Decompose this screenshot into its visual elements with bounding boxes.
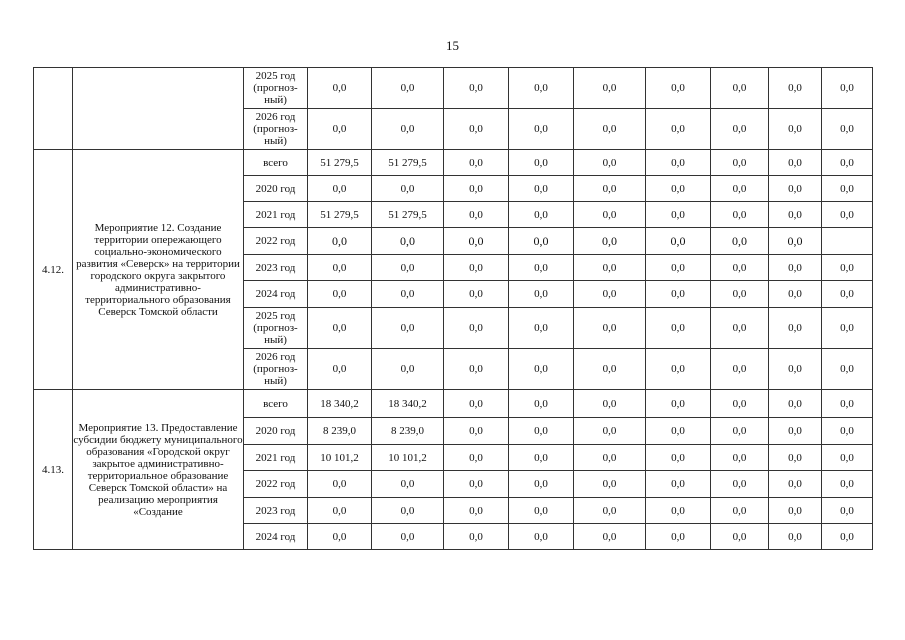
value-cell: 0,0 xyxy=(509,524,574,550)
value-cell: 0,0 xyxy=(769,202,822,228)
value-cell: 0,0 xyxy=(646,150,711,176)
value-cell: 0,0 xyxy=(308,498,372,524)
value-cell: 0,0 xyxy=(574,418,646,445)
value-cell: 0,0 xyxy=(711,349,769,390)
period-cell: 2023 год xyxy=(244,255,308,281)
value-cell: 0,0 xyxy=(444,308,509,349)
value-cell: 0,0 xyxy=(822,202,873,228)
value-cell: 0,0 xyxy=(822,524,873,550)
value-cell: 0,0 xyxy=(308,228,372,255)
value-cell: 0,0 xyxy=(646,308,711,349)
value-cell: 0,0 xyxy=(509,176,574,202)
value-cell: 0,0 xyxy=(444,255,509,281)
value-cell: 0,0 xyxy=(822,390,873,418)
value-cell: 0,0 xyxy=(444,109,509,150)
value-cell: 0,0 xyxy=(769,498,822,524)
value-cell: 0,0 xyxy=(509,281,574,308)
value-cell: 0,0 xyxy=(711,150,769,176)
value-cell: 0,0 xyxy=(444,390,509,418)
value-cell: 0,0 xyxy=(308,308,372,349)
value-cell: 0,0 xyxy=(574,524,646,550)
value-cell: 0,0 xyxy=(769,308,822,349)
value-cell: 0,0 xyxy=(574,390,646,418)
period-cell: 2024 год xyxy=(244,524,308,550)
value-cell: 8 239,0 xyxy=(308,418,372,445)
value-cell: 0,0 xyxy=(308,109,372,150)
value-cell: 0,0 xyxy=(822,418,873,445)
value-cell: 0,0 xyxy=(308,281,372,308)
item-number xyxy=(34,68,73,150)
value-cell: 0,0 xyxy=(372,471,444,498)
budget-table xyxy=(33,67,873,550)
value-cell: 0,0 xyxy=(372,524,444,550)
value-cell: 0,0 xyxy=(646,68,711,109)
value-cell: 0,0 xyxy=(769,109,822,150)
value-cell: 0,0 xyxy=(711,524,769,550)
value-cell: 0,0 xyxy=(574,281,646,308)
value-cell xyxy=(822,228,873,255)
value-cell: 0,0 xyxy=(444,418,509,445)
value-cell: 0,0 xyxy=(769,445,822,471)
value-cell: 0,0 xyxy=(822,471,873,498)
value-cell: 0,0 xyxy=(574,68,646,109)
value-cell: 0,0 xyxy=(711,109,769,150)
value-cell: 0,0 xyxy=(509,445,574,471)
period-cell: всего xyxy=(244,390,308,418)
table-row xyxy=(34,68,873,109)
value-cell: 0,0 xyxy=(711,255,769,281)
value-cell: 0,0 xyxy=(509,349,574,390)
value-cell: 0,0 xyxy=(574,498,646,524)
value-cell: 18 340,2 xyxy=(372,390,444,418)
value-cell: 0,0 xyxy=(444,150,509,176)
item-number: 4.12. xyxy=(34,150,73,390)
value-cell: 0,0 xyxy=(769,471,822,498)
value-cell: 0,0 xyxy=(769,349,822,390)
value-cell: 51 279,5 xyxy=(372,150,444,176)
value-cell: 0,0 xyxy=(822,68,873,109)
period-cell: всего xyxy=(244,150,308,176)
value-cell: 0,0 xyxy=(372,308,444,349)
value-cell: 0,0 xyxy=(711,176,769,202)
value-cell: 0,0 xyxy=(509,418,574,445)
value-cell: 0,0 xyxy=(646,390,711,418)
value-cell: 0,0 xyxy=(769,281,822,308)
value-cell: 0,0 xyxy=(711,498,769,524)
value-cell: 0,0 xyxy=(574,471,646,498)
value-cell: 0,0 xyxy=(574,150,646,176)
value-cell: 0,0 xyxy=(711,202,769,228)
value-cell: 51 279,5 xyxy=(308,202,372,228)
value-cell: 0,0 xyxy=(769,255,822,281)
page-number: 15 xyxy=(446,38,459,53)
value-cell: 0,0 xyxy=(646,524,711,550)
value-cell: 0,0 xyxy=(822,150,873,176)
value-cell: 0,0 xyxy=(822,109,873,150)
period-cell: 2025 год (прогноз- ный) xyxy=(244,308,308,349)
value-cell: 0,0 xyxy=(509,471,574,498)
value-cell: 0,0 xyxy=(769,418,822,445)
period-cell: 2020 год xyxy=(244,418,308,445)
period-cell: 2022 год xyxy=(244,471,308,498)
value-cell: 0,0 xyxy=(646,418,711,445)
item-number: 4.13. xyxy=(34,390,73,550)
item-description xyxy=(73,68,244,150)
value-cell: 0,0 xyxy=(646,471,711,498)
value-cell: 51 279,5 xyxy=(308,150,372,176)
value-cell: 0,0 xyxy=(646,109,711,150)
value-cell: 0,0 xyxy=(646,281,711,308)
value-cell: 51 279,5 xyxy=(372,202,444,228)
value-cell: 0,0 xyxy=(509,228,574,255)
value-cell: 0,0 xyxy=(711,471,769,498)
value-cell: 0,0 xyxy=(769,68,822,109)
value-cell: 0,0 xyxy=(509,255,574,281)
value-cell: 0,0 xyxy=(822,445,873,471)
value-cell: 0,0 xyxy=(509,390,574,418)
value-cell: 0,0 xyxy=(372,176,444,202)
value-cell: 0,0 xyxy=(574,228,646,255)
value-cell: 0,0 xyxy=(444,228,509,255)
value-cell: 0,0 xyxy=(574,202,646,228)
value-cell: 0,0 xyxy=(372,228,444,255)
value-cell: 0,0 xyxy=(711,418,769,445)
value-cell: 0,0 xyxy=(444,524,509,550)
value-cell: 0,0 xyxy=(372,68,444,109)
value-cell: 0,0 xyxy=(646,445,711,471)
value-cell: 0,0 xyxy=(308,68,372,109)
value-cell: 0,0 xyxy=(509,498,574,524)
value-cell: 0,0 xyxy=(444,445,509,471)
value-cell: 18 340,2 xyxy=(308,390,372,418)
period-cell: 2022 год xyxy=(244,228,308,255)
value-cell: 0,0 xyxy=(308,176,372,202)
value-cell: 0,0 xyxy=(444,176,509,202)
value-cell: 0,0 xyxy=(646,255,711,281)
value-cell: 0,0 xyxy=(711,390,769,418)
value-cell: 0,0 xyxy=(509,308,574,349)
value-cell: 0,0 xyxy=(574,109,646,150)
value-cell: 0,0 xyxy=(769,150,822,176)
value-cell: 0,0 xyxy=(769,390,822,418)
value-cell: 0,0 xyxy=(822,255,873,281)
period-cell: 2026 год (прогноз- ный) xyxy=(244,109,308,150)
value-cell: 0,0 xyxy=(308,524,372,550)
period-cell: 2023 год xyxy=(244,498,308,524)
value-cell: 0,0 xyxy=(646,202,711,228)
value-cell: 0,0 xyxy=(711,308,769,349)
value-cell: 0,0 xyxy=(822,498,873,524)
item-description: Мероприятие 13. Предоставление субсидии бюджету муниципального образования «Городской округ закрытое административно-территориальное образование Северск Томской области» на реализацию мероприятия «Создание xyxy=(73,390,244,550)
period-cell: 2026 год (прогноз- ный) xyxy=(244,349,308,390)
value-cell: 0,0 xyxy=(372,255,444,281)
value-cell: 0,0 xyxy=(372,498,444,524)
value-cell: 10 101,2 xyxy=(372,445,444,471)
value-cell: 8 239,0 xyxy=(372,418,444,445)
value-cell: 0,0 xyxy=(444,471,509,498)
value-cell: 0,0 xyxy=(308,255,372,281)
value-cell: 0,0 xyxy=(509,202,574,228)
value-cell: 0,0 xyxy=(711,228,769,255)
table-row xyxy=(34,390,873,418)
value-cell: 0,0 xyxy=(822,308,873,349)
value-cell: 0,0 xyxy=(372,349,444,390)
value-cell: 0,0 xyxy=(509,68,574,109)
value-cell: 0,0 xyxy=(308,349,372,390)
period-cell: 2021 год xyxy=(244,445,308,471)
value-cell: 0,0 xyxy=(646,176,711,202)
value-cell: 0,0 xyxy=(711,281,769,308)
value-cell: 0,0 xyxy=(646,228,711,255)
value-cell: 0,0 xyxy=(372,281,444,308)
value-cell: 0,0 xyxy=(769,176,822,202)
value-cell: 0,0 xyxy=(444,349,509,390)
table-row xyxy=(34,150,873,176)
value-cell: 0,0 xyxy=(574,176,646,202)
value-cell: 0,0 xyxy=(372,109,444,150)
value-cell: 0,0 xyxy=(444,202,509,228)
value-cell: 0,0 xyxy=(822,176,873,202)
value-cell: 0,0 xyxy=(822,349,873,390)
value-cell: 0,0 xyxy=(574,445,646,471)
value-cell: 0,0 xyxy=(646,498,711,524)
value-cell: 0,0 xyxy=(509,150,574,176)
value-cell: 0,0 xyxy=(822,281,873,308)
value-cell: 0,0 xyxy=(308,471,372,498)
value-cell: 0,0 xyxy=(711,445,769,471)
value-cell: 0,0 xyxy=(444,498,509,524)
value-cell: 0,0 xyxy=(574,308,646,349)
item-description: Мероприятие 12. Создание территории опережающего социально-экономического развития «Северск» на территории городского округа закрытого административно-территориального образования Северск Томской области xyxy=(73,150,244,390)
value-cell: 0,0 xyxy=(711,68,769,109)
value-cell: 0,0 xyxy=(646,349,711,390)
value-cell: 0,0 xyxy=(769,228,822,255)
value-cell: 0,0 xyxy=(509,109,574,150)
period-cell: 2020 год xyxy=(244,176,308,202)
value-cell: 0,0 xyxy=(444,281,509,308)
period-cell: 2024 год xyxy=(244,281,308,308)
value-cell: 10 101,2 xyxy=(308,445,372,471)
value-cell: 0,0 xyxy=(574,349,646,390)
value-cell: 0,0 xyxy=(444,68,509,109)
period-cell: 2021 год xyxy=(244,202,308,228)
value-cell: 0,0 xyxy=(769,524,822,550)
value-cell: 0,0 xyxy=(574,255,646,281)
period-cell: 2025 год (прогноз- ный) xyxy=(244,68,308,109)
